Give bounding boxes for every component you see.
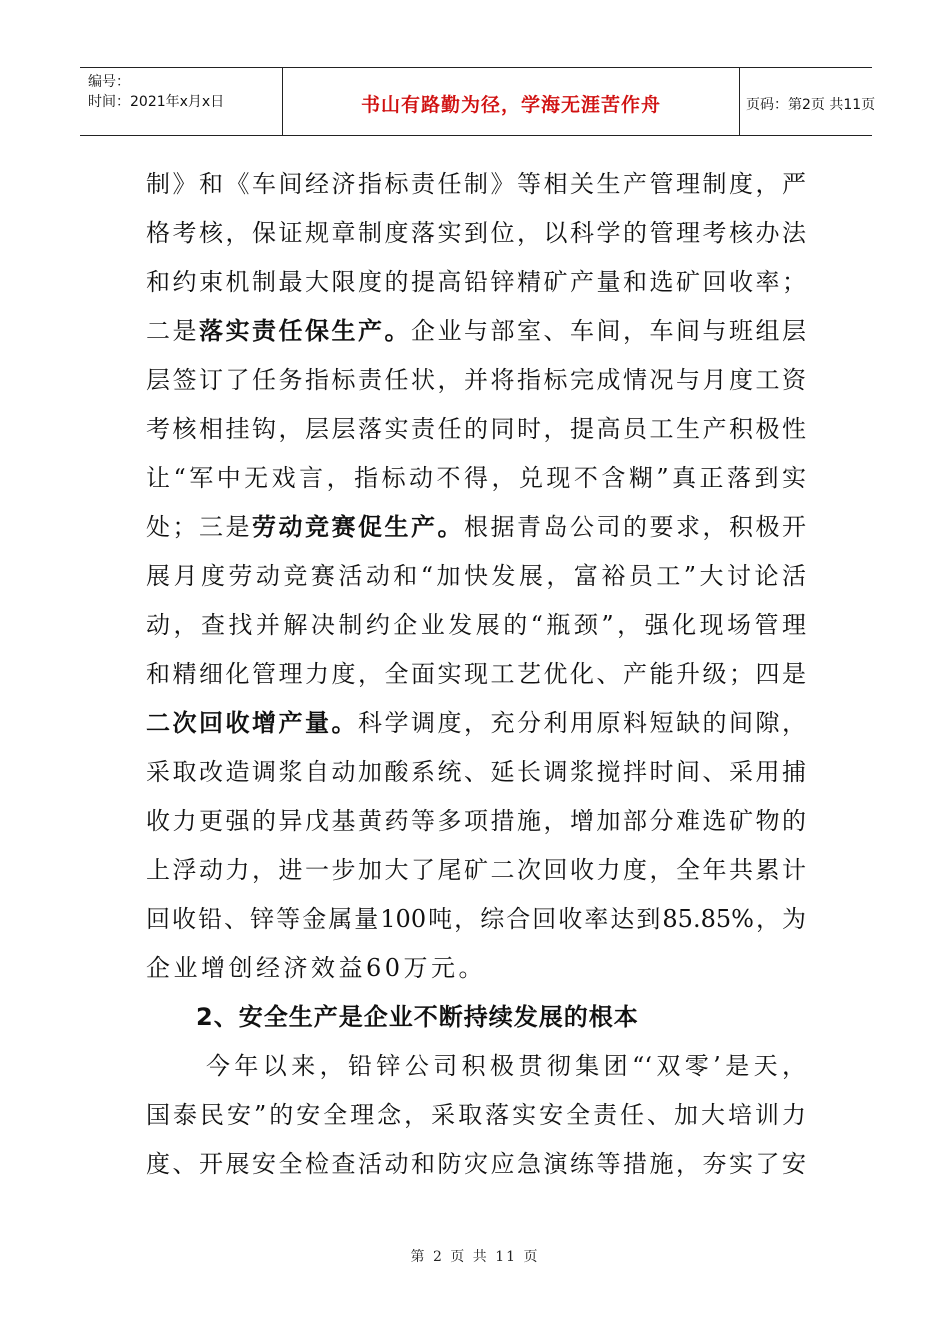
section-heading (146, 993, 806, 1042)
paragraph-line (146, 454, 806, 503)
paragraph-line (146, 944, 806, 993)
text-run: 处；三是 (146, 513, 252, 541)
paragraph-line (146, 1091, 806, 1140)
text-run: 今年以来，铅锌公司积极贯彻集团“‘双零’是天， (206, 1052, 806, 1080)
text-run: 度、开展安全检查活动和防灾应急演练等措施，夯实了安 (146, 1150, 806, 1178)
date-label: 时间：2021年x月x日 (88, 94, 225, 110)
document-body (146, 160, 806, 1189)
paragraph-line (146, 405, 806, 454)
paragraph-line (146, 356, 806, 405)
document-number-label: 编号： (88, 74, 130, 90)
header-left-cell (80, 68, 282, 135)
text-run: 国泰民安”的安全理念，采取落实安全责任、加大培训力 (146, 1101, 806, 1129)
bold-phrase: 落实责任保生产。 (199, 317, 411, 345)
text-run: 制》和《车间经济指标责任制》等相关生产管理制度，严 (146, 170, 806, 198)
text-run: 企业与部室、车间，车间与班组层 (411, 317, 806, 345)
text-run: 企业增创经济效益60万元。 (146, 954, 487, 982)
text-run: 科学调度，充分利用原料短缺的间隙， (358, 709, 806, 737)
text-run: 2、安全生产是企业不断持续发展的根本 (196, 1003, 639, 1031)
text-run: 根据青岛公司的要求，积极开 (464, 513, 806, 541)
paragraph-line (146, 846, 806, 895)
text-run: 展月度劳动竞赛活动和“加快发展，富裕员工”大讨论活 (146, 562, 806, 590)
paragraph-line (146, 503, 806, 552)
paragraph-line (146, 650, 806, 699)
paragraph-line (146, 258, 806, 307)
header-right-cell (740, 68, 876, 135)
paragraph-line (146, 209, 806, 258)
bold-phrase: 二次回收增产量。 (146, 709, 358, 737)
text-run: 考核相挂钩，层层落实责任的同时，提高员工生产积极性 (146, 415, 806, 443)
paragraph-line (146, 307, 806, 356)
paragraph-line (146, 1042, 806, 1091)
text-run: 层签订了任务指标责任状，并将指标完成情况与月度工资 (146, 366, 806, 394)
page-footer: 第 2 页 共 11 页 (410, 1249, 540, 1265)
paragraph-line (146, 748, 806, 797)
text-run: 回收铅、锌等金属量100吨，综合回收率达到85.85%，为 (146, 905, 806, 933)
paragraph-line (146, 699, 806, 748)
text-run: 格考核，保证规章制度落实到位，以科学的管理考核办法 (146, 219, 806, 247)
text-run: 收力更强的异戊基黄药等多项措施，增加部分难选矿物的 (146, 807, 806, 835)
text-run: 和精细化管理力度，全面实现工艺优化、产能升级；四是 (146, 660, 806, 688)
page-header (80, 67, 876, 136)
text-run: 上浮动力，进一步加大了尾矿二次回收力度，全年共累计 (146, 856, 806, 884)
paragraph-line (146, 552, 806, 601)
text-run: 让“军中无戏言，指标动不得，兑现不含糊”真正落到实 (146, 464, 806, 492)
header-motto: 书山有路勤为径，学海无涯苦作舟 (360, 94, 661, 116)
text-run: 采取改造调浆自动加酸系统、延长调浆搅拌时间、采用捕 (146, 758, 806, 786)
text-run: 动，查找并解决制约企业发展的“瓶颈”，强化现场管理 (146, 611, 806, 639)
paragraph-line (146, 797, 806, 846)
page-count-label: 页码：第2页 共11页 (746, 97, 876, 113)
text-run: 和约束机制最大限度的提高铅锌精矿产量和选矿回收率； (146, 268, 806, 296)
paragraph-line (146, 160, 806, 209)
paragraph-line (146, 601, 806, 650)
paragraph-line (146, 1140, 806, 1189)
bold-phrase: 劳动竞赛促生产。 (252, 513, 464, 541)
paragraph-line (146, 895, 806, 944)
text-run: 二是 (146, 317, 199, 345)
header-center-cell (282, 68, 740, 135)
